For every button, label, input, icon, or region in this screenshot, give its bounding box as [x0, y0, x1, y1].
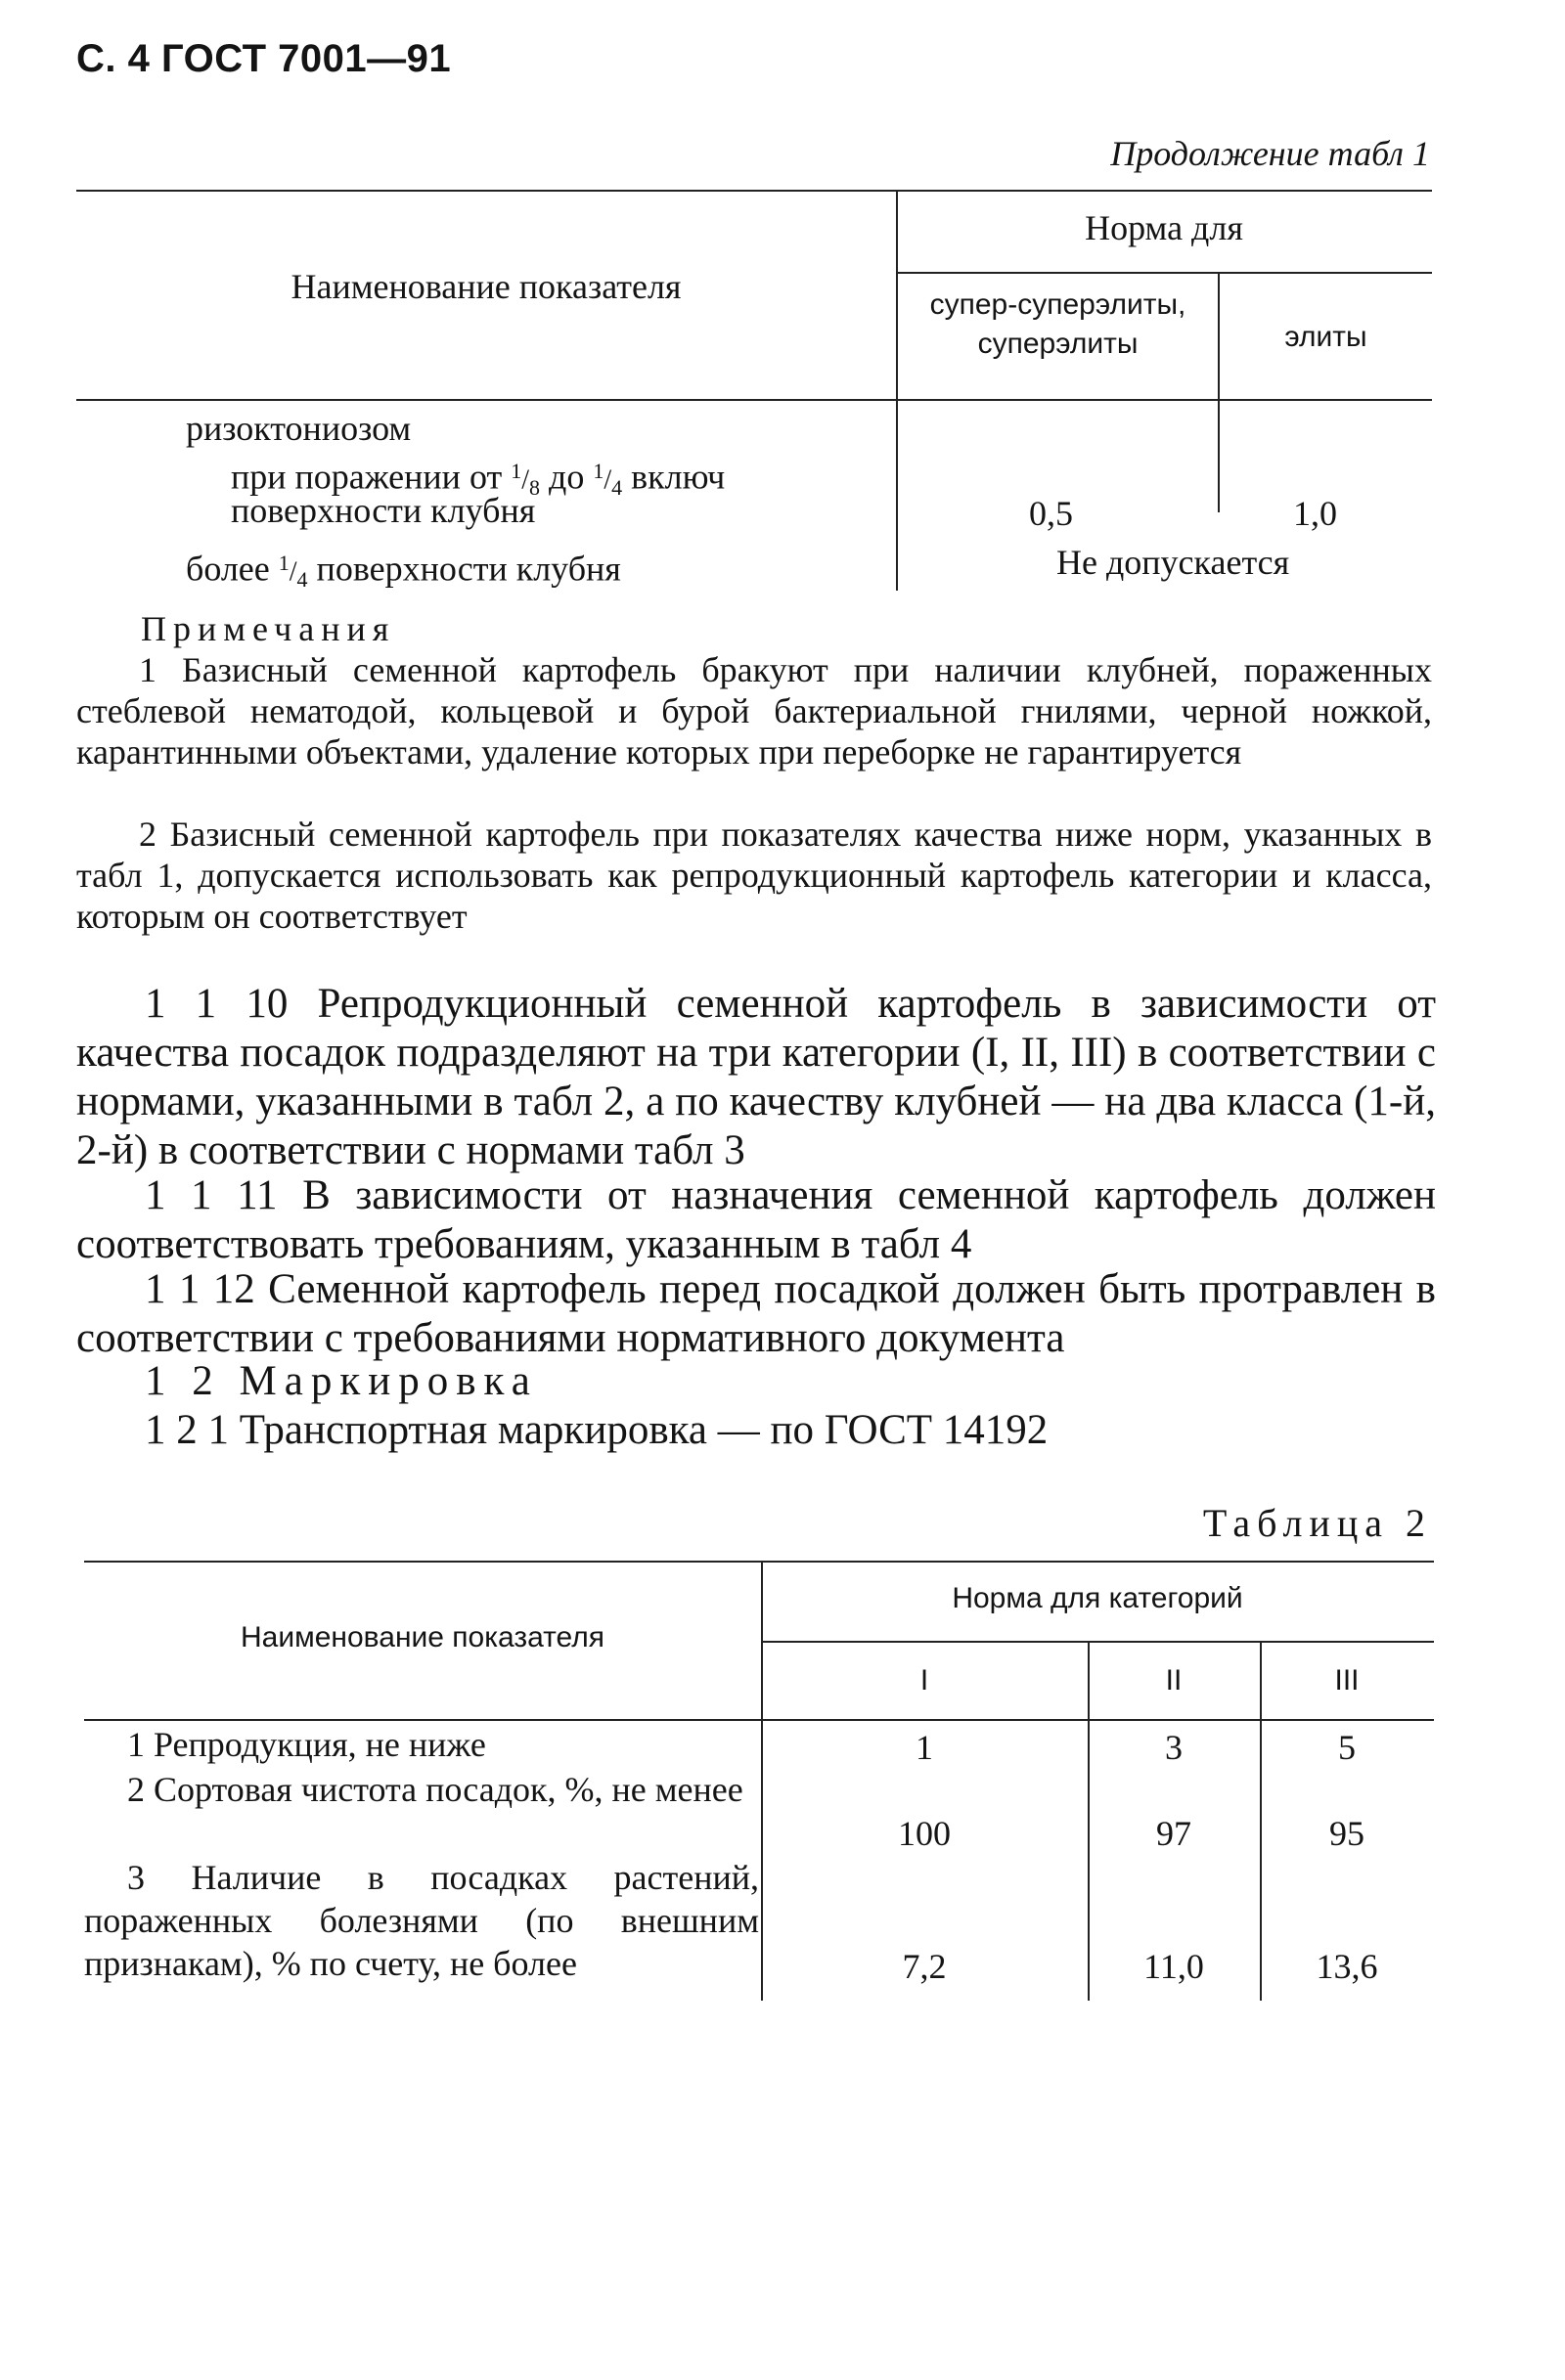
t2-row-name: 1 Репродукция, не ниже [127, 1725, 486, 1764]
header-norm [896, 207, 1432, 248]
t2-row-reproduction [84, 1723, 759, 1766]
table-rule [76, 399, 1432, 401]
table-2-caption: Таблица 2 [1202, 1501, 1432, 1545]
paragraph-1-2-1: 1 2 1 Транспортная маркировка — по ГОСТ 14192 [145, 1407, 1049, 1453]
row-lesion-line2-text: поверхности клубня [231, 491, 536, 530]
row-over-text-post: поверхности клубня [307, 549, 621, 589]
t2-value: 11,0 [1143, 1947, 1204, 1986]
value-not-allowed: Не допускается [1056, 543, 1290, 582]
fraction-denominator: 4 [296, 566, 308, 592]
header-super-elite [898, 286, 1218, 364]
t2-value: 13,6 [1316, 1947, 1378, 1986]
table-rule [84, 1561, 1434, 1563]
notes-title: Примечания [141, 609, 396, 648]
t2-value: 5 [1338, 1728, 1356, 1767]
row-lesion-text-pre: при поражении от [231, 457, 512, 497]
row-lesion-text-post: включ [622, 457, 726, 497]
fraction-denominator: 8 [529, 474, 540, 500]
t2-header-cat-1: I [919, 1664, 929, 1697]
note-2: 2 Базисный семенной картофель при показателях качества ниже норм, указанных в табл 1, допускается использовать как репродукционный картофель категории и класса, которым он соответствует [76, 815, 1432, 936]
t2-header-cat-2: II [1165, 1664, 1183, 1697]
header-super-elite-text: супер-суперэлиты, суперэлиты [929, 288, 1186, 360]
t2-header-indicator: Наименование показателя [241, 1621, 604, 1653]
t2-value: 1 [916, 1728, 933, 1767]
table-rule [84, 1719, 1434, 1721]
table-rule [896, 272, 1432, 274]
fraction-numerator: 1 [511, 459, 522, 483]
page-header: С. 4 ГОСТ 7001—91 [76, 37, 452, 80]
fraction-denominator: 4 [611, 474, 623, 500]
header-elite-text: элиты [1284, 321, 1367, 353]
row-rhizoctonia-text: ризоктониозом [186, 409, 412, 448]
header-norm-text: Норма для [1085, 208, 1243, 247]
fraction-one-eighth: $^1/_8$ [511, 459, 540, 500]
table-rule [761, 1641, 1434, 1643]
table-1-continued [76, 190, 1432, 591]
table-rule [1218, 272, 1220, 512]
row-rhizoctonia [186, 407, 411, 450]
header-indicator [76, 266, 896, 307]
t2-value: 100 [898, 1814, 951, 1853]
t2-value: 3 [1165, 1728, 1183, 1767]
paragraph-1-1-12: 1 1 12 Семенной картофель перед посадкой должен быть протравлен в соответствии с требованиями нормативного документа [76, 1266, 1436, 1361]
paragraph-1-1-10: 1 1 10 Репродукционный семенной картофель в зависимости от качества посадок подразделяют на три категории (I, II, III) в соответствии с нормами, указанными в табл 2, а по качеству клубней — на два класса (1-й, 2-й) в соответствии с нормами табл 3 [76, 981, 1436, 1173]
row-over-text-pre: более [186, 549, 279, 589]
t2-row-varietal-purity [84, 1768, 759, 1811]
table-continuation-label: Продолжение табл 1 [1110, 134, 1430, 173]
note-1: 1 Базисный семенной картофель бракуют при наличии клубней, пораженных стеблевой нематодой, кольцевой и бурой бактериальной гнилями, черной ножкой, карантинными объектами, удаление которых при переборке не гарантируется [76, 650, 1432, 771]
t2-row-name: 2 Сортовая чистота посадок, %, не менее [127, 1770, 743, 1809]
header-elite [1220, 317, 1432, 358]
table-rule [896, 190, 898, 591]
t2-row-name: 3 Наличие в посадках растений, пораженных болезнями (по внешним признакам), % по счету, не более [84, 1858, 759, 1983]
row-lesion-line2 [231, 489, 535, 532]
header-indicator-text: Наименование показателя [291, 267, 682, 306]
row-lesion-over-1-4 [186, 542, 621, 601]
t2-value: 95 [1329, 1814, 1364, 1853]
row-lesion-text-mid: до [540, 457, 594, 497]
t2-header-cat-3: III [1334, 1664, 1360, 1697]
t2-row-diseased-plants [84, 1856, 759, 1985]
value-elite: 1,0 [1293, 494, 1337, 533]
t2-value: 7,2 [902, 1947, 947, 1986]
value-super-elite: 0,5 [1029, 494, 1073, 533]
fraction-numerator: 1 [593, 459, 604, 483]
t2-header-norm: Норма для категорий [952, 1582, 1243, 1614]
fraction-one-quarter: $^1/_4$ [593, 459, 623, 500]
section-heading-marking: 1 2 Маркировка [145, 1358, 538, 1404]
table-2 [84, 1561, 1434, 2001]
table-rule [761, 1561, 763, 2001]
fraction-numerator: 1 [278, 551, 290, 575]
paragraph-1-1-11: 1 1 11 В зависимости от назначения семенной картофель должен соответствовать требованиям, указанным в табл 4 [76, 1172, 1436, 1267]
table-rule [76, 190, 1432, 192]
t2-value: 97 [1156, 1814, 1191, 1853]
fraction-one-quarter: $^1/_4$ [278, 551, 308, 592]
